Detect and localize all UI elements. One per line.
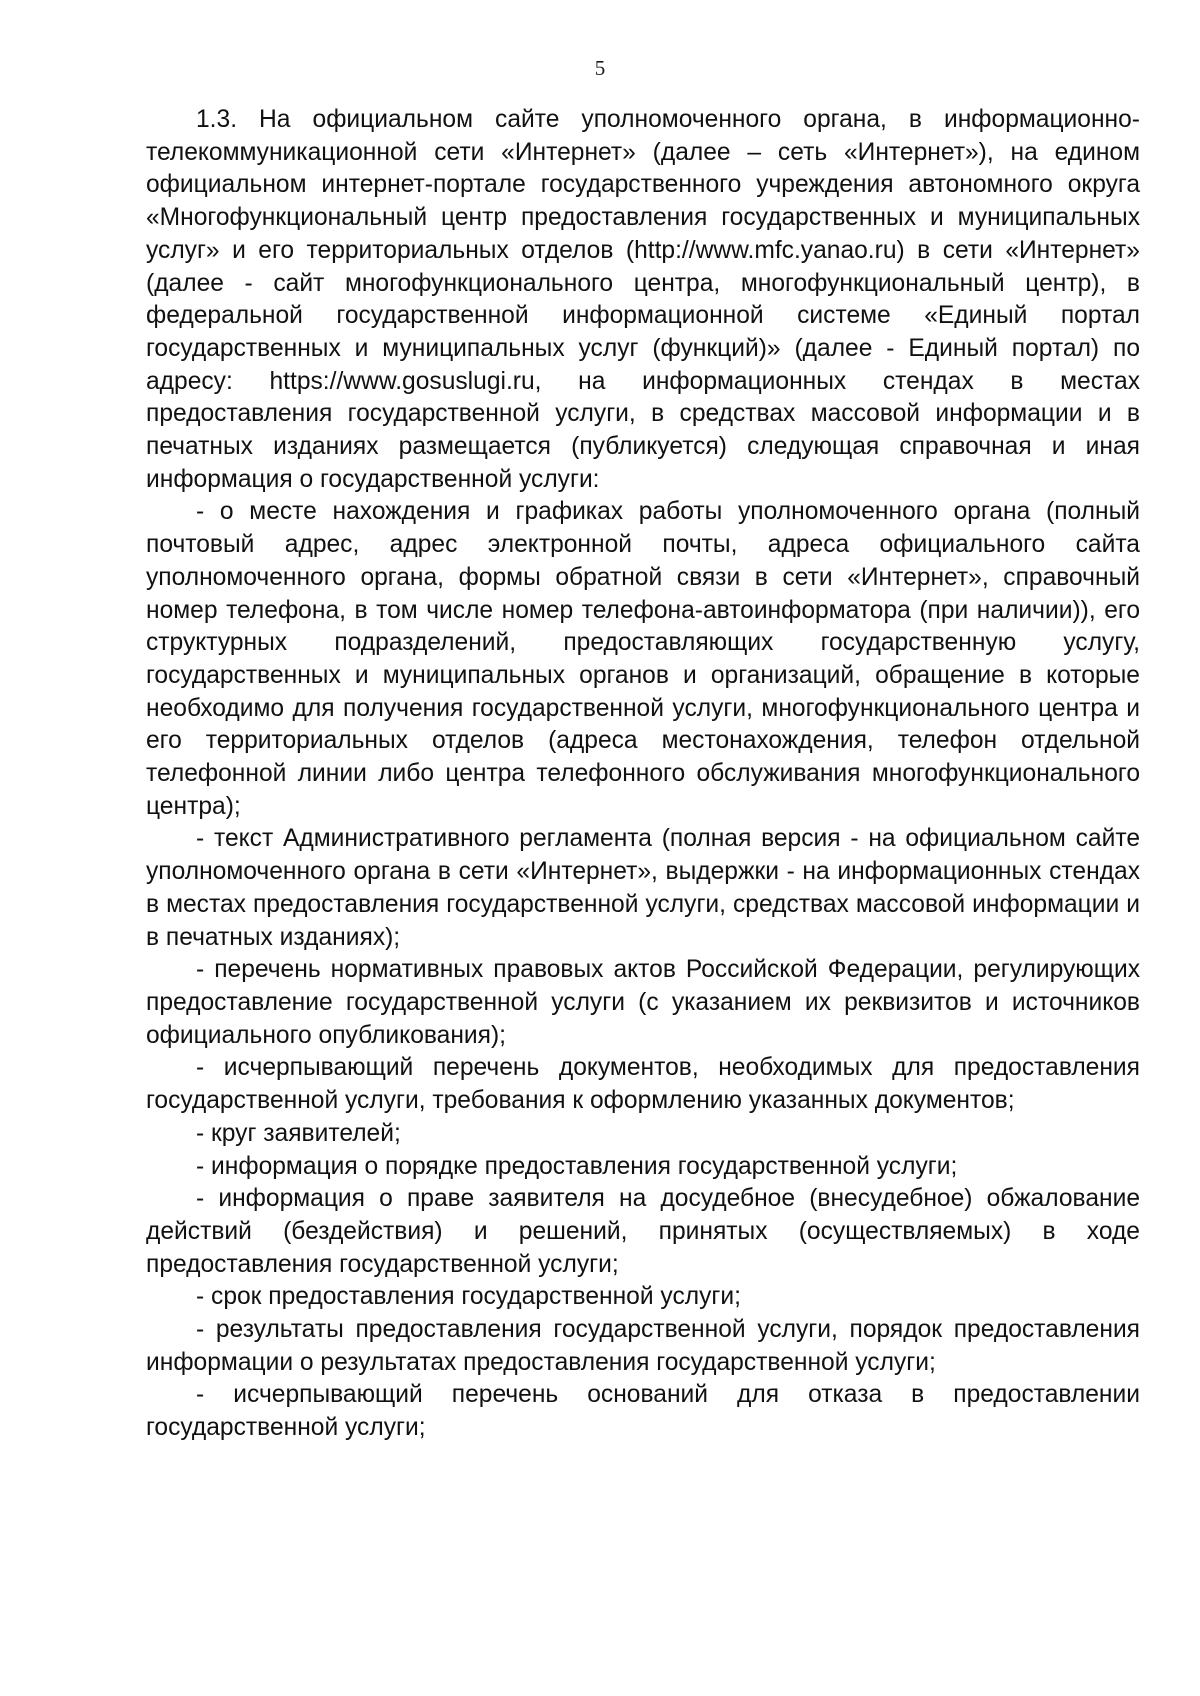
paragraph-1-3: 1.3. На официальном сайте уполномоченного органа, в информационно-телекоммуникационной сети «Интернет» (далее – сеть «Интернет»), на едином официальном интернет-портале государственного учреждения автономного округа «Многофункциональный центр предоставления государственных и муниципальных услуг» и его территориальных отделов (http://www.mfc.yanao.ru) в сети «Интернет» (далее - сайт многофункционального центра, многофункциональный центр), в федеральной государственной информационной системе «Единый портал государственных и муниципальных услуг (функций)» (далее - Единый портал) по адресу: https://www.gosuslugi.ru, на информационных стендах в местах предоставления государственной услуги, в средствах массовой информации и в печатных изданиях размещается (публикуется) следующая справочная и иная информация о государственной услуги: — [146, 106, 1140, 493]
document-body — [146, 104, 1140, 1445]
list-item-service-results: - результаты предоставления государственной услуги, порядок предоставления информации о результатах предоставления государственной услуги; — [146, 1316, 1140, 1376]
list-item-procedure: - информация о порядке предоставления государственной услуги; — [196, 1152, 958, 1180]
page-number: 5 — [594, 56, 606, 80]
list-item-regulation-text: - текст Административного регламента (полная версия - на официальном сайте уполномоченного органа в сети «Интернет», выдержки - на информационных стендах в местах предоставления государственной услуги, средствах массовой информации и в печатных изданиях); — [146, 825, 1140, 951]
list-item-service-term: - срок предоставления государственной услуги; — [196, 1283, 741, 1311]
list-item-applicants: - круг заявителей; — [196, 1119, 401, 1147]
list-item-appeal-right: - информация о праве заявителя на досудебное (внесудебное) обжалование действий (бездействия) и решений, принятых (осуществляемых) в ходе предоставления государственной услуги; — [146, 1185, 1140, 1278]
list-item-refusal-grounds: - исчерпывающий перечень оснований для отказа в предоставлении государственной услуги; — [146, 1381, 1140, 1442]
list-item-legal-acts: - перечень нормативных правовых актов Российской Федерации, регулирующих предоставление государственной услуги (с указанием их реквизитов и источников официального опубликования); — [146, 956, 1140, 1049]
list-item-location-schedule: - о месте нахождения и графиках работы уполномоченного органа (полный почтовый адрес, адрес электронной почты, адреса официального сайта уполномоченного органа, формы обратной связи в сети «Интернет», справочный номер телефона, в том числе номер телефона-автоинформатора (при наличии)), его структурных подразделений, предоставляющих государственную услугу, государственных и муниципальных органов и организаций, обращение в которые необходимо для получения государственной услуги, многофункционального центра и его территориальных отделов (адреса местонахождения, телефон отдельной телефонной линии либо центра телефонного обслуживания многофункционального центра); — [146, 498, 1140, 820]
list-item-documents-list: - исчерпывающий перечень документов, необходимых для предоставления государственной услуги, требования к оформлению указанных документов; — [146, 1054, 1140, 1115]
